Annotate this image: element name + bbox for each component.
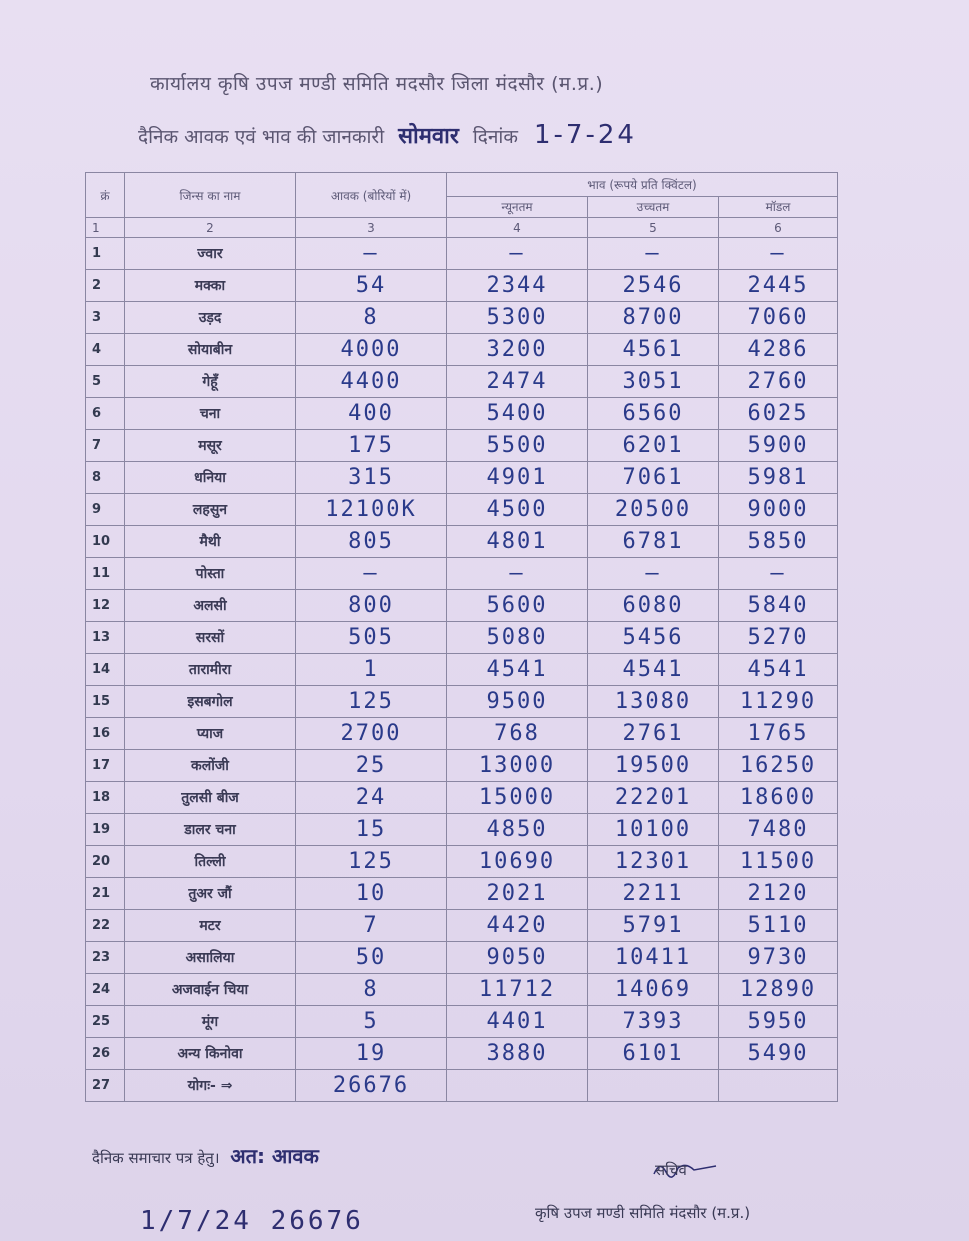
row-max-price: 2211 <box>588 878 719 910</box>
table-row <box>86 622 838 654</box>
row-commodity: तिल्ली <box>125 846 296 878</box>
row-modal-price: 5981 <box>719 462 838 494</box>
table-row <box>86 1070 838 1102</box>
row-min-price: 768 <box>447 718 588 750</box>
row-arrival: 125 <box>296 686 447 718</box>
row-sn: 24 <box>86 974 125 1006</box>
row-max-price <box>588 1070 719 1102</box>
row-modal-price: 5900 <box>719 430 838 462</box>
row-arrival: 4400 <box>296 366 447 398</box>
row-modal-price: 9730 <box>719 942 838 974</box>
row-min-price: 3200 <box>447 334 588 366</box>
row-arrival: 4000 <box>296 334 447 366</box>
row-sn: 22 <box>86 910 125 942</box>
row-sn: 25 <box>86 1006 125 1038</box>
row-arrival: 19 <box>296 1038 447 1070</box>
row-commodity: मक्का <box>125 270 296 302</box>
row-arrival: 26676 <box>296 1070 447 1102</box>
row-sn: 1 <box>86 238 125 270</box>
footer-note-handwritten: अत: आवक <box>230 1144 319 1168</box>
row-sn: 14 <box>86 654 125 686</box>
table-row <box>86 366 838 398</box>
table-row <box>86 878 838 910</box>
table-row <box>86 782 838 814</box>
row-sn: 23 <box>86 942 125 974</box>
row-arrival: 10 <box>296 878 447 910</box>
row-sn: 19 <box>86 814 125 846</box>
row-sn: 8 <box>86 462 125 494</box>
row-commodity: अजवाईन चिया <box>125 974 296 1006</box>
col-max: उच्चतम <box>588 196 719 217</box>
row-modal-price: 16250 <box>719 750 838 782</box>
row-min-price: 4541 <box>447 654 588 686</box>
row-max-price: 6201 <box>588 430 719 462</box>
row-sn: 4 <box>86 334 125 366</box>
row-modal-price: 18600 <box>719 782 838 814</box>
row-commodity: कलोंजी <box>125 750 296 782</box>
table-row <box>86 974 838 1006</box>
row-commodity: मटर <box>125 910 296 942</box>
row-modal-price: 5840 <box>719 590 838 622</box>
row-sn: 21 <box>86 878 125 910</box>
row-arrival: 25 <box>296 750 447 782</box>
row-arrival: 400 <box>296 398 447 430</box>
row-arrival: 54 <box>296 270 447 302</box>
row-arrival: — <box>296 238 447 270</box>
row-sn: 5 <box>86 366 125 398</box>
col-modal: मॉडल <box>719 196 838 217</box>
row-modal-price: 5850 <box>719 526 838 558</box>
row-commodity: प्याज <box>125 718 296 750</box>
row-max-price: 20500 <box>588 494 719 526</box>
row-max-price: 7393 <box>588 1006 719 1038</box>
row-modal-price: 6025 <box>719 398 838 430</box>
row-commodity: चना <box>125 398 296 430</box>
row-max-price: 2546 <box>588 270 719 302</box>
row-modal-price: 7060 <box>719 302 838 334</box>
row-commodity: योगः- ⇒ <box>125 1070 296 1102</box>
row-modal-price: 2445 <box>719 270 838 302</box>
table-row <box>86 526 838 558</box>
row-commodity: गेहूँ <box>125 366 296 398</box>
row-commodity: उड़द <box>125 302 296 334</box>
row-arrival: 505 <box>296 622 447 654</box>
row-min-price <box>447 1070 588 1102</box>
row-min-price: 2474 <box>447 366 588 398</box>
report-day: सोमवार <box>398 124 459 149</box>
row-modal-price <box>719 1070 838 1102</box>
row-min-price: 9050 <box>447 942 588 974</box>
row-modal-price: 5270 <box>719 622 838 654</box>
row-arrival: 8 <box>296 974 447 1006</box>
row-min-price: 3880 <box>447 1038 588 1070</box>
row-commodity: तारामीरा <box>125 654 296 686</box>
col-price-group: भाव (रूपये प्रति क्विंटल) <box>447 173 838 197</box>
row-min-price: 4500 <box>447 494 588 526</box>
table-row <box>86 654 838 686</box>
table-row <box>86 462 838 494</box>
row-min-price: 13000 <box>447 750 588 782</box>
row-min-price: 4801 <box>447 526 588 558</box>
row-modal-price: 4541 <box>719 654 838 686</box>
signatory-office: कृषि उपज मण्डी समिति मंदसौर (म.प्र.) <box>535 1204 751 1222</box>
row-max-price: 14069 <box>588 974 719 1006</box>
row-modal-price: 2120 <box>719 878 838 910</box>
row-min-price: 15000 <box>447 782 588 814</box>
row-max-price: 6080 <box>588 590 719 622</box>
subtitle-prefix: दैनिक आवक एवं भाव की जानकारी <box>138 126 385 148</box>
row-commodity: मसूर <box>125 430 296 462</box>
row-sn: 17 <box>86 750 125 782</box>
table-row <box>86 910 838 942</box>
row-sn: 16 <box>86 718 125 750</box>
row-sn: 20 <box>86 846 125 878</box>
table-row <box>86 302 838 334</box>
row-max-price: 10411 <box>588 942 719 974</box>
row-arrival: 2700 <box>296 718 447 750</box>
table-row <box>86 686 838 718</box>
row-modal-price: 11500 <box>719 846 838 878</box>
row-min-price: 5300 <box>447 302 588 334</box>
row-arrival: 125 <box>296 846 447 878</box>
row-sn: 3 <box>86 302 125 334</box>
table-row <box>86 398 838 430</box>
row-commodity: ज्वार <box>125 238 296 270</box>
row-min-price: 5600 <box>447 590 588 622</box>
col-sn: क्रं <box>86 173 125 218</box>
num-2: 2 <box>125 218 296 238</box>
row-sn: 12 <box>86 590 125 622</box>
row-commodity: धनिया <box>125 462 296 494</box>
row-arrival: 8 <box>296 302 447 334</box>
row-commodity: डालर चना <box>125 814 296 846</box>
table-row <box>86 430 838 462</box>
row-min-price: 4420 <box>447 910 588 942</box>
row-max-price: — <box>588 238 719 270</box>
row-min-price: — <box>447 238 588 270</box>
report-subtitle <box>138 120 637 150</box>
row-modal-price: 4286 <box>719 334 838 366</box>
row-sn: 7 <box>86 430 125 462</box>
row-max-price: 2761 <box>588 718 719 750</box>
table-body <box>86 238 838 1102</box>
row-max-price: 5791 <box>588 910 719 942</box>
col-arrival: आवक (बोरियों में) <box>296 173 447 218</box>
row-min-price: 5080 <box>447 622 588 654</box>
row-arrival: 5 <box>296 1006 447 1038</box>
row-min-price: 5500 <box>447 430 588 462</box>
row-modal-price: 12890 <box>719 974 838 1006</box>
row-modal-price: — <box>719 558 838 590</box>
date-label: दिनांक <box>472 126 518 148</box>
row-commodity: मूंग <box>125 1006 296 1038</box>
row-commodity: तुअर जौं <box>125 878 296 910</box>
row-sn: 6 <box>86 398 125 430</box>
row-commodity: लहसुन <box>125 494 296 526</box>
row-sn: 11 <box>86 558 125 590</box>
num-5: 5 <box>588 218 719 238</box>
row-min-price: 11712 <box>447 974 588 1006</box>
row-min-price: 4850 <box>447 814 588 846</box>
row-modal-price: 2760 <box>719 366 838 398</box>
row-min-price: — <box>447 558 588 590</box>
row-commodity: अलसी <box>125 590 296 622</box>
num-6: 6 <box>719 218 838 238</box>
row-sn: 10 <box>86 526 125 558</box>
row-min-price: 10690 <box>447 846 588 878</box>
row-max-price: 3051 <box>588 366 719 398</box>
row-max-price: 5456 <box>588 622 719 654</box>
row-modal-price: 9000 <box>719 494 838 526</box>
row-modal-price: 5950 <box>719 1006 838 1038</box>
row-sn: 26 <box>86 1038 125 1070</box>
row-min-price: 2021 <box>447 878 588 910</box>
report-date: 1-7-24 <box>534 120 637 150</box>
row-modal-price: — <box>719 238 838 270</box>
row-max-price: 6781 <box>588 526 719 558</box>
row-modal-price: 5490 <box>719 1038 838 1070</box>
row-sn: 9 <box>86 494 125 526</box>
row-arrival: 15 <box>296 814 447 846</box>
row-arrival: 7 <box>296 910 447 942</box>
num-1: 1 <box>86 218 125 238</box>
row-commodity: मैथी <box>125 526 296 558</box>
row-sn: 15 <box>86 686 125 718</box>
row-max-price: 7061 <box>588 462 719 494</box>
table-row <box>86 718 838 750</box>
table-row <box>86 334 838 366</box>
row-arrival: 24 <box>296 782 447 814</box>
row-arrival: 805 <box>296 526 447 558</box>
row-commodity: तुलसी बीज <box>125 782 296 814</box>
price-table <box>85 172 838 1102</box>
row-sn: 13 <box>86 622 125 654</box>
row-max-price: 19500 <box>588 750 719 782</box>
office-title: कार्यालय कृषि उपज मण्डी समिति मदसौर जिला मंदसौर (म.प्र.) <box>150 73 604 95</box>
col-min: न्यूनतम <box>447 196 588 217</box>
row-max-price: 10100 <box>588 814 719 846</box>
table-row <box>86 590 838 622</box>
table-row <box>86 942 838 974</box>
row-max-price: 6560 <box>588 398 719 430</box>
row-commodity: सरसों <box>125 622 296 654</box>
row-min-price: 2344 <box>447 270 588 302</box>
num-4: 4 <box>447 218 588 238</box>
row-arrival: 175 <box>296 430 447 462</box>
row-modal-price: 11290 <box>719 686 838 718</box>
row-min-price: 4401 <box>447 1006 588 1038</box>
row-min-price: 5400 <box>447 398 588 430</box>
table-row <box>86 1006 838 1038</box>
signatory-title: सचिव <box>655 1161 687 1179</box>
row-min-price: 9500 <box>447 686 588 718</box>
row-commodity: असालिया <box>125 942 296 974</box>
row-arrival: — <box>296 558 447 590</box>
table-row <box>86 814 838 846</box>
num-3: 3 <box>296 218 447 238</box>
table-row <box>86 846 838 878</box>
row-sn: 2 <box>86 270 125 302</box>
footer-note <box>92 1142 319 1169</box>
row-modal-price: 5110 <box>719 910 838 942</box>
row-min-price: 4901 <box>447 462 588 494</box>
row-sn: 27 <box>86 1070 125 1102</box>
table-row <box>86 1038 838 1070</box>
row-commodity: इसबगोल <box>125 686 296 718</box>
table-row <box>86 270 838 302</box>
row-sn: 18 <box>86 782 125 814</box>
row-max-price: 22201 <box>588 782 719 814</box>
row-max-price: 8700 <box>588 302 719 334</box>
footer-note-text: दैनिक समाचार पत्र हेतु। <box>92 1149 220 1167</box>
table-row <box>86 238 838 270</box>
row-max-price: 4541 <box>588 654 719 686</box>
row-max-price: 13080 <box>588 686 719 718</box>
col-name: जिन्स का नाम <box>125 173 296 218</box>
table-row <box>86 558 838 590</box>
row-commodity: अन्य किनोवा <box>125 1038 296 1070</box>
row-max-price: 6101 <box>588 1038 719 1070</box>
row-arrival: 800 <box>296 590 447 622</box>
row-arrival: 50 <box>296 942 447 974</box>
row-commodity: पोस्ता <box>125 558 296 590</box>
row-max-price: 4561 <box>588 334 719 366</box>
row-arrival: 12100K <box>296 494 447 526</box>
row-max-price: 12301 <box>588 846 719 878</box>
row-commodity: सोयाबीन <box>125 334 296 366</box>
row-arrival: 315 <box>296 462 447 494</box>
table-row <box>86 494 838 526</box>
row-arrival: 1 <box>296 654 447 686</box>
row-modal-price: 1765 <box>719 718 838 750</box>
table-row <box>86 750 838 782</box>
bottom-handwritten-total: 1/7/24 26676 <box>140 1206 364 1236</box>
row-modal-price: 7480 <box>719 814 838 846</box>
row-max-price: — <box>588 558 719 590</box>
